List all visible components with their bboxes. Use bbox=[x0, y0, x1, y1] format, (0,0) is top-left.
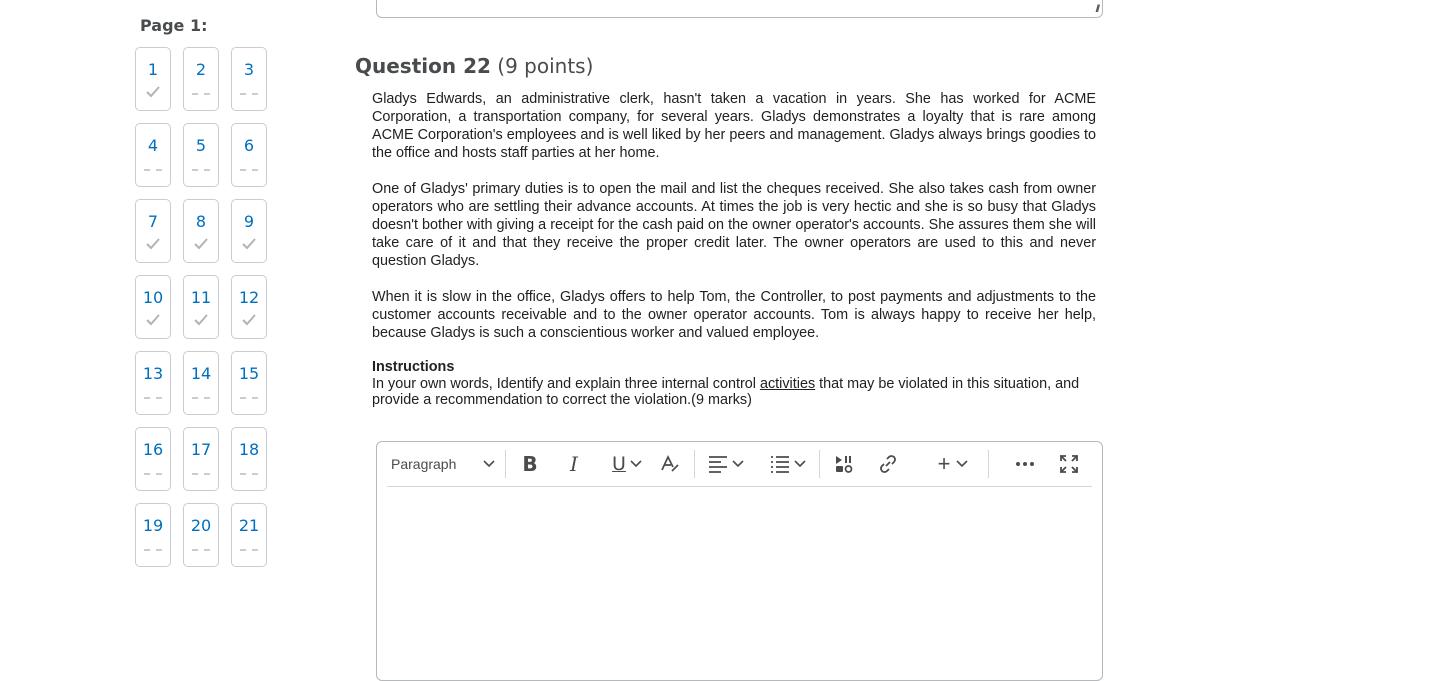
question-nav-5[interactable] bbox=[183, 123, 219, 187]
question-nav-number: 4 bbox=[147, 136, 159, 155]
question-nav-3[interactable] bbox=[231, 47, 267, 111]
question-nav-number: 18 bbox=[238, 440, 260, 459]
chevron-down-icon bbox=[956, 460, 968, 468]
question-nav-number: 12 bbox=[238, 288, 260, 307]
unanswered-dash-icon bbox=[192, 93, 210, 95]
checkmark-icon bbox=[136, 313, 170, 331]
checkmark-icon bbox=[136, 237, 170, 255]
italic-icon: I bbox=[570, 452, 578, 476]
unanswered-dash-icon bbox=[240, 473, 258, 475]
question-nav-number: 3 bbox=[243, 60, 255, 79]
question-nav-8[interactable] bbox=[183, 199, 219, 263]
block-format-select[interactable] bbox=[387, 448, 499, 480]
more-icon bbox=[1015, 461, 1035, 467]
link-icon bbox=[878, 454, 898, 474]
question-nav-number: 17 bbox=[190, 440, 212, 459]
block-format-label: Paragraph bbox=[391, 456, 457, 472]
question-nav-11[interactable] bbox=[183, 275, 219, 339]
question-nav-18[interactable] bbox=[231, 427, 267, 491]
instructions-text: In your own words, Identify and explain three internal control activities that may be violated in this situation, and provide a recommendation to correct the violation.(9 marks) bbox=[372, 376, 1080, 408]
checkmark-icon bbox=[184, 237, 218, 255]
question-nav-15[interactable] bbox=[231, 351, 267, 415]
question-nav-number: 16 bbox=[142, 440, 164, 459]
page-label: Page 1: bbox=[140, 16, 208, 35]
unanswered-dash-icon bbox=[192, 549, 210, 551]
text-style-button[interactable] bbox=[652, 448, 688, 480]
chevron-down-icon bbox=[483, 460, 495, 468]
activities-link: activities bbox=[759, 376, 816, 392]
question-nav-number: 7 bbox=[147, 212, 159, 231]
underline-icon: U bbox=[612, 453, 626, 475]
fullscreen-button[interactable] bbox=[1051, 448, 1087, 480]
question-nav-number: 1 bbox=[147, 60, 159, 79]
question-nav-number: 8 bbox=[195, 212, 207, 231]
question-nav-7[interactable] bbox=[135, 199, 171, 263]
previous-editor-bottom bbox=[376, 0, 1103, 18]
unanswered-dash-icon bbox=[192, 473, 210, 475]
question-nav-20[interactable] bbox=[183, 503, 219, 567]
unanswered-dash-icon bbox=[192, 169, 210, 171]
question-title bbox=[355, 54, 593, 78]
question-nav-13[interactable] bbox=[135, 351, 171, 415]
question-nav-2[interactable] bbox=[183, 47, 219, 111]
unanswered-dash-icon bbox=[144, 397, 162, 399]
question-nav-number: 6 bbox=[243, 136, 255, 155]
question-number: Question 22 bbox=[355, 54, 491, 78]
checkmark-icon bbox=[232, 237, 266, 255]
checkmark-icon bbox=[184, 313, 218, 331]
bold-icon: B bbox=[522, 452, 538, 476]
question-nav-number: 5 bbox=[195, 136, 207, 155]
question-nav-number: 11 bbox=[190, 288, 212, 307]
question-nav-number: 10 bbox=[142, 288, 164, 307]
question-paragraph: One of Gladys' primary duties is to open the mail and list the cheques received. She also takes cash from owner operators who are settling their advance accounts. At times the job is very hectic and she is so busy that Gladys doesn't bother with giving a receipt for the cash paid on the owner operator's accounts. She assures them she will take care of it and that they receive the proper credit later. The owner operators are used to this and never question Gladys. bbox=[372, 181, 1096, 269]
question-paragraph: Gladys Edwards, an administrative clerk, hasn't taken a vacation in years. She has worked for ACME Corporation, a transportation company, for several years. Gladys demonstrates a loyalty that is rare among ACME Corporation's employees and is well liked by her peers and management. Gladys always brings goodies to the office and hosts staff parties at her home. bbox=[372, 91, 1096, 161]
unanswered-dash-icon bbox=[240, 549, 258, 551]
more-options-button[interactable] bbox=[1007, 448, 1043, 480]
chevron-down-icon bbox=[732, 460, 744, 468]
checkmark-icon bbox=[136, 85, 170, 103]
list-icon bbox=[770, 455, 790, 473]
chevron-down-icon bbox=[794, 460, 806, 468]
question-points: (9 points) bbox=[497, 54, 594, 78]
question-nav-17[interactable] bbox=[183, 427, 219, 491]
unanswered-dash-icon bbox=[144, 169, 162, 171]
align-icon bbox=[708, 455, 728, 473]
media-icon bbox=[834, 454, 854, 474]
italic-button[interactable] bbox=[556, 448, 592, 480]
insert-link-button[interactable] bbox=[870, 448, 906, 480]
bold-button[interactable] bbox=[512, 448, 548, 480]
question-nav-4[interactable] bbox=[135, 123, 171, 187]
insert-media-button[interactable] bbox=[826, 448, 862, 480]
question-nav-19[interactable] bbox=[135, 503, 171, 567]
checkmark-icon bbox=[232, 313, 266, 331]
underline-button[interactable] bbox=[602, 448, 652, 480]
editor-toolbar bbox=[387, 442, 1092, 487]
insert-button[interactable] bbox=[928, 448, 978, 480]
resize-grip-icon[interactable]: /// bbox=[1095, 4, 1098, 15]
question-nav-1[interactable] bbox=[135, 47, 171, 111]
question-nav-number: 9 bbox=[243, 212, 255, 231]
question-nav-number: 14 bbox=[190, 364, 212, 383]
insert-icon: + bbox=[937, 451, 951, 476]
question-nav-9[interactable] bbox=[231, 199, 267, 263]
chevron-down-icon bbox=[630, 460, 642, 468]
question-nav-number: 2 bbox=[195, 60, 207, 79]
question-nav-number: 20 bbox=[190, 516, 212, 535]
unanswered-dash-icon bbox=[240, 169, 258, 171]
unanswered-dash-icon bbox=[192, 397, 210, 399]
answer-editor bbox=[376, 441, 1103, 681]
question-body bbox=[372, 90, 1096, 408]
question-nav-number: 15 bbox=[238, 364, 260, 383]
fullscreen-icon bbox=[1059, 454, 1079, 474]
question-paragraph: When it is slow in the office, Gladys offers to help Tom, the Controller, to post payments and adjustments to the customer accounts receivable and to the owner operator accounts. Tom is always happy to receive her help, because Gladys is such a conscientious worker and valued employee. bbox=[372, 289, 1096, 341]
question-nav-10[interactable] bbox=[135, 275, 171, 339]
question-nav-21[interactable] bbox=[231, 503, 267, 567]
unanswered-dash-icon bbox=[240, 93, 258, 95]
text-style-icon bbox=[660, 454, 680, 474]
list-button[interactable] bbox=[763, 448, 813, 480]
question-nav-16[interactable] bbox=[135, 427, 171, 491]
unanswered-dash-icon bbox=[144, 473, 162, 475]
answer-text-area[interactable] bbox=[387, 488, 1092, 680]
question-nav-6[interactable] bbox=[231, 123, 267, 187]
align-button[interactable] bbox=[701, 448, 751, 480]
unanswered-dash-icon bbox=[240, 397, 258, 399]
question-nav-number: 19 bbox=[142, 516, 164, 535]
unanswered-dash-icon bbox=[144, 549, 162, 551]
instructions-heading: Instructions bbox=[372, 359, 455, 375]
question-nav-14[interactable] bbox=[183, 351, 219, 415]
question-nav-number: 13 bbox=[142, 364, 164, 383]
question-nav-number: 21 bbox=[238, 516, 260, 535]
question-nav-12[interactable] bbox=[231, 275, 267, 339]
